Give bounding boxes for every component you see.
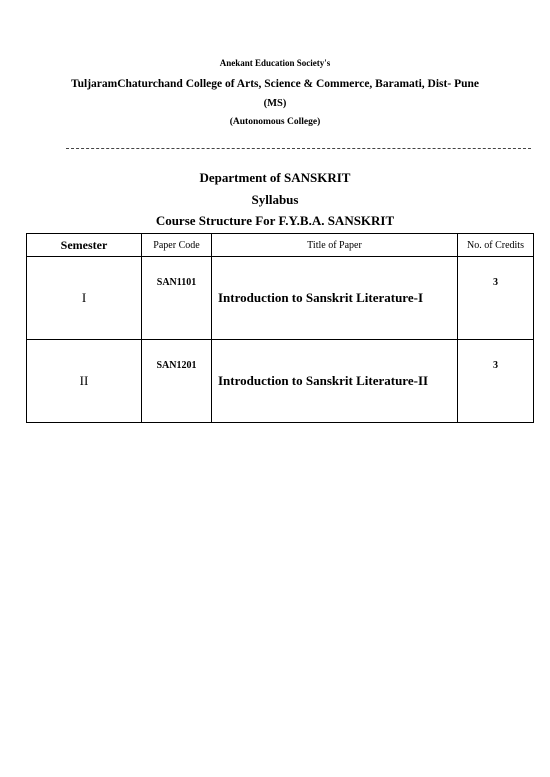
- paper-code-header: Paper Code: [142, 234, 212, 257]
- syllabus-title: Syllabus: [251, 192, 299, 207]
- course-structure-title: Course Structure For F.Y.B.A. SANSKRIT: [155, 213, 395, 228]
- table-header-row: [27, 234, 534, 257]
- table-row: [27, 257, 534, 340]
- credits-header: No. of Credits: [458, 234, 534, 257]
- state-label: (MS): [263, 98, 287, 109]
- title-header: Title of Paper: [212, 234, 458, 257]
- course-structure-table: [26, 233, 534, 423]
- department-title: Department of SANSKRIT: [199, 170, 351, 185]
- paper-title-cell: Introduction to Sanskrit Literature-I: [212, 257, 458, 340]
- credits-cell: 3: [458, 340, 534, 423]
- credits-cell: 3: [458, 257, 534, 340]
- semester-header: Semester: [27, 234, 142, 257]
- society-name: Anekant Education Society's: [219, 58, 331, 68]
- paper-code-cell: SAN1101: [142, 257, 212, 340]
- college-status: (Autonomous College): [229, 117, 321, 127]
- table-row: [27, 340, 534, 423]
- college-name: TuljaramChaturchand College of Arts, Science & Commerce, Baramati, Dist- Pune: [71, 78, 479, 90]
- paper-code-cell: SAN1201: [142, 340, 212, 423]
- paper-title-cell: Introduction to Sanskrit Literature-II: [212, 340, 458, 423]
- semester-cell: I: [27, 257, 142, 340]
- header-divider: [66, 148, 531, 149]
- semester-cell: II: [27, 340, 142, 423]
